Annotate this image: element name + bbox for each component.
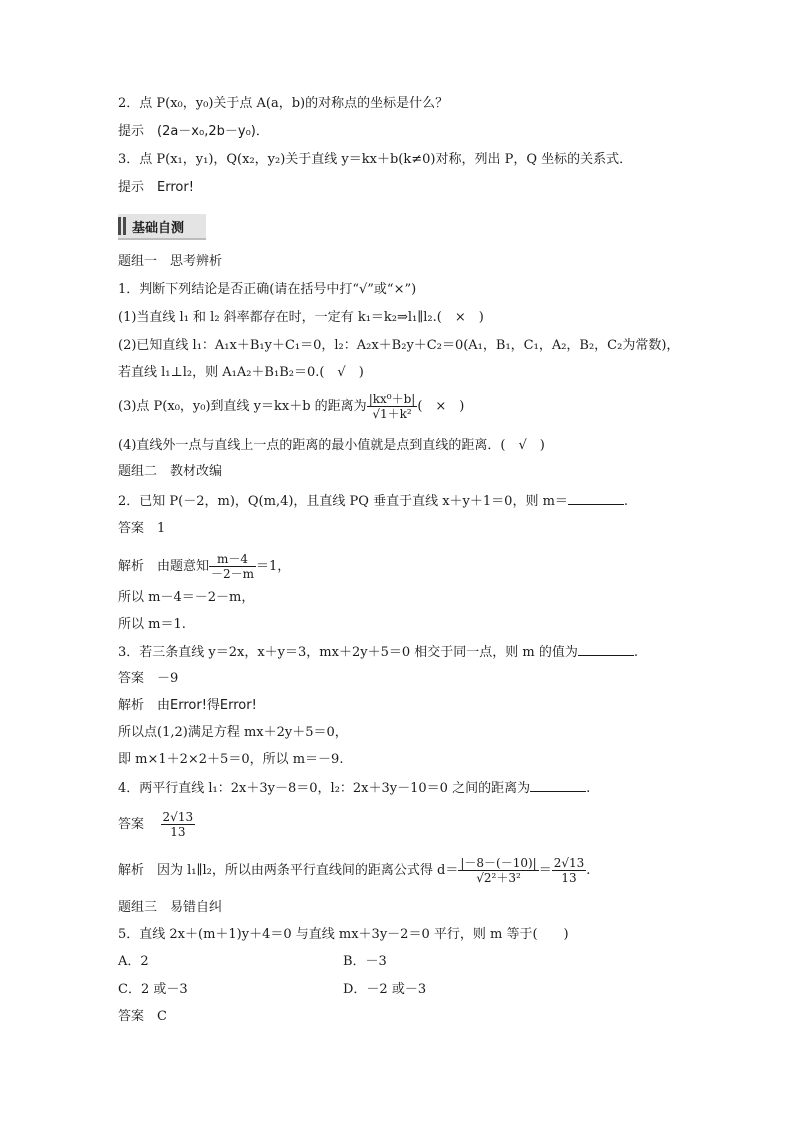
answer-blank [578, 643, 634, 656]
answer-4-fraction [161, 810, 196, 839]
answer-blank [530, 779, 586, 792]
fraction-denominator: √1＋k² [372, 407, 412, 421]
solution-2-text: 解析 由题意知 [118, 559, 210, 574]
option-d: D．－2 或－3 [343, 982, 427, 997]
answer-4-label: 答案 [118, 817, 145, 832]
problem-4: 4．两平行直线 l₁：2x＋3y－8＝0，l₂：2x＋3y－10＝0 之间的距离为 . [118, 781, 591, 796]
problem-3-text: 3．若三条直线 y＝2x，x＋y＝3，mx＋2y＋5＝0 相交于同一点，则 m 的值为 [118, 645, 578, 660]
hint-3: 提示 Error! [118, 180, 194, 195]
problem-1: 1．判断下列结论是否正确(请在括号中打“√”或“×”) [118, 282, 417, 297]
problem-1-item-2: (2)已知直线 l₁：A₁x＋B₁y＋C₁＝0，l₂：A₂x＋B₂y＋C₂＝0(A₁，B₁，C₁，A₂，B₂，C₂为常数)， [118, 338, 680, 353]
fraction-denominator: －2－m [211, 567, 255, 581]
fraction-numerator: m－4 [209, 552, 256, 567]
section-title: 基础自测 [132, 221, 185, 236]
solution-2-result: ＝1， [256, 559, 291, 574]
problem-5: 5．直线 2x＋(m＋1)y＋4＝0 与直线 mx＋3y－2＝0 平行，则 m 等于( ) [118, 927, 569, 942]
result-fraction [552, 856, 587, 885]
fraction-numerator: |－8－(－10)| [460, 856, 537, 870]
problem-1-item-3 [118, 392, 464, 421]
answer-2: 答案 1 [118, 521, 166, 536]
distance-fraction [367, 392, 418, 421]
fraction-numerator: |kx⁰＋b| [368, 392, 416, 406]
fraction-numerator: 2√13 [162, 810, 194, 824]
problem-1-item-2-cont: 若直线 l₁⊥l₂，则 A₁A₂＋B₁B₂＝0.( √ ) [118, 365, 364, 380]
hint-2: 提示 (2a－x₀,2b－y₀)． [118, 124, 269, 139]
fraction-denominator: √2²＋3² [476, 871, 521, 885]
answer-3: 答案 －9 [118, 671, 179, 686]
solution-2-step-b: 所以 m－4＝－2－m， [118, 590, 255, 605]
group-2-title: 题组二 教材改编 [118, 464, 223, 479]
solution-3: 解析 由Error!得Error! [118, 698, 257, 713]
banner-bar-icon [118, 217, 121, 235]
option-b: B．－3 [343, 954, 387, 969]
item-3-text: (3)点 P(x₀，y₀)到直线 y＝kx＋b 的距离为 [118, 399, 367, 414]
solution-4: 解析 因为 l₁∥l₂，所以由两条平行直线间的距离公式得 d＝ $\frac{|-8-(-10)|}{\text{√2²＋3²}}$ ＝ $\frac{2√13}{13}$ . [118, 856, 591, 885]
problem-1-item-4: (4)直线外一点与直线上一点的距离的最小值就是点到直线的距离．( √ ) [118, 438, 545, 453]
solution-3-step-c: 即 m×1＋2×2＋5＝0，所以 m＝－9. [118, 752, 344, 767]
problem-2-text: 2．已知 P(－2，m)，Q(m,4)，且直线 PQ 垂直于直线 x＋y＋1＝0，则 m＝ [118, 494, 568, 509]
option-c: C．2 或－3 [118, 982, 188, 997]
option-a: A．2 [118, 954, 149, 969]
solution-2 [118, 552, 290, 581]
answer-blank [568, 492, 624, 505]
problem-4-text: 4．两平行直线 l₁：2x＋3y－8＝0，l₂：2x＋3y－10＝0 之间的距离为 [118, 781, 531, 796]
fraction-denominator: 13 [561, 871, 577, 885]
equals-sign: ＝ [538, 863, 552, 878]
banner-bar-icon [123, 217, 126, 235]
question-2: 2．点 P(x₀，y₀)关于点 A(a，b)的对称点的坐标是什么？ [118, 96, 449, 111]
problem-2: 2．已知 P(－2，m)，Q(m,4)，且直线 PQ 垂直于直线 x＋y＋1＝0，则 m＝ . [118, 494, 629, 509]
section-banner [118, 214, 206, 240]
fraction-denominator: 13 [170, 825, 186, 839]
item-3-mark: ( × ) [417, 399, 465, 414]
problem-1-item-1: (1)当直线 l₁ 和 l₂ 斜率都存在时，一定有 k₁＝k₂⇒l₁∥l₂.( × ) [118, 310, 484, 325]
question-3: 3．点 P(x₁，y₁)，Q(x₂，y₂)关于直线 y＝kx＋b(k≠0)对称，列出 P，Q 坐标的关系式． [118, 152, 633, 167]
fraction-numerator: 2√13 [553, 856, 585, 870]
answer-4 [118, 810, 195, 839]
solution-2-fraction [209, 552, 256, 581]
group-3-title: 题组三 易错自纠 [118, 900, 223, 915]
distance-fraction [458, 856, 538, 885]
answer-5: 答案 C [118, 1009, 167, 1024]
solution-2-step-c: 所以 m＝1. [118, 617, 186, 632]
group-1-title: 题组一 思考辨析 [118, 254, 223, 269]
solution-3-step-b: 所以点(1,2)满足方程 mx＋2y＋5＝0， [118, 725, 348, 740]
problem-3: 3．若三条直线 y＝2x，x＋y＝3，mx＋2y＋5＝0 相交于同一点，则 m 的值为 . [118, 645, 638, 660]
solution-4-text: 解析 因为 l₁∥l₂，所以由两条平行直线间的距离公式得 d＝ [118, 863, 459, 878]
